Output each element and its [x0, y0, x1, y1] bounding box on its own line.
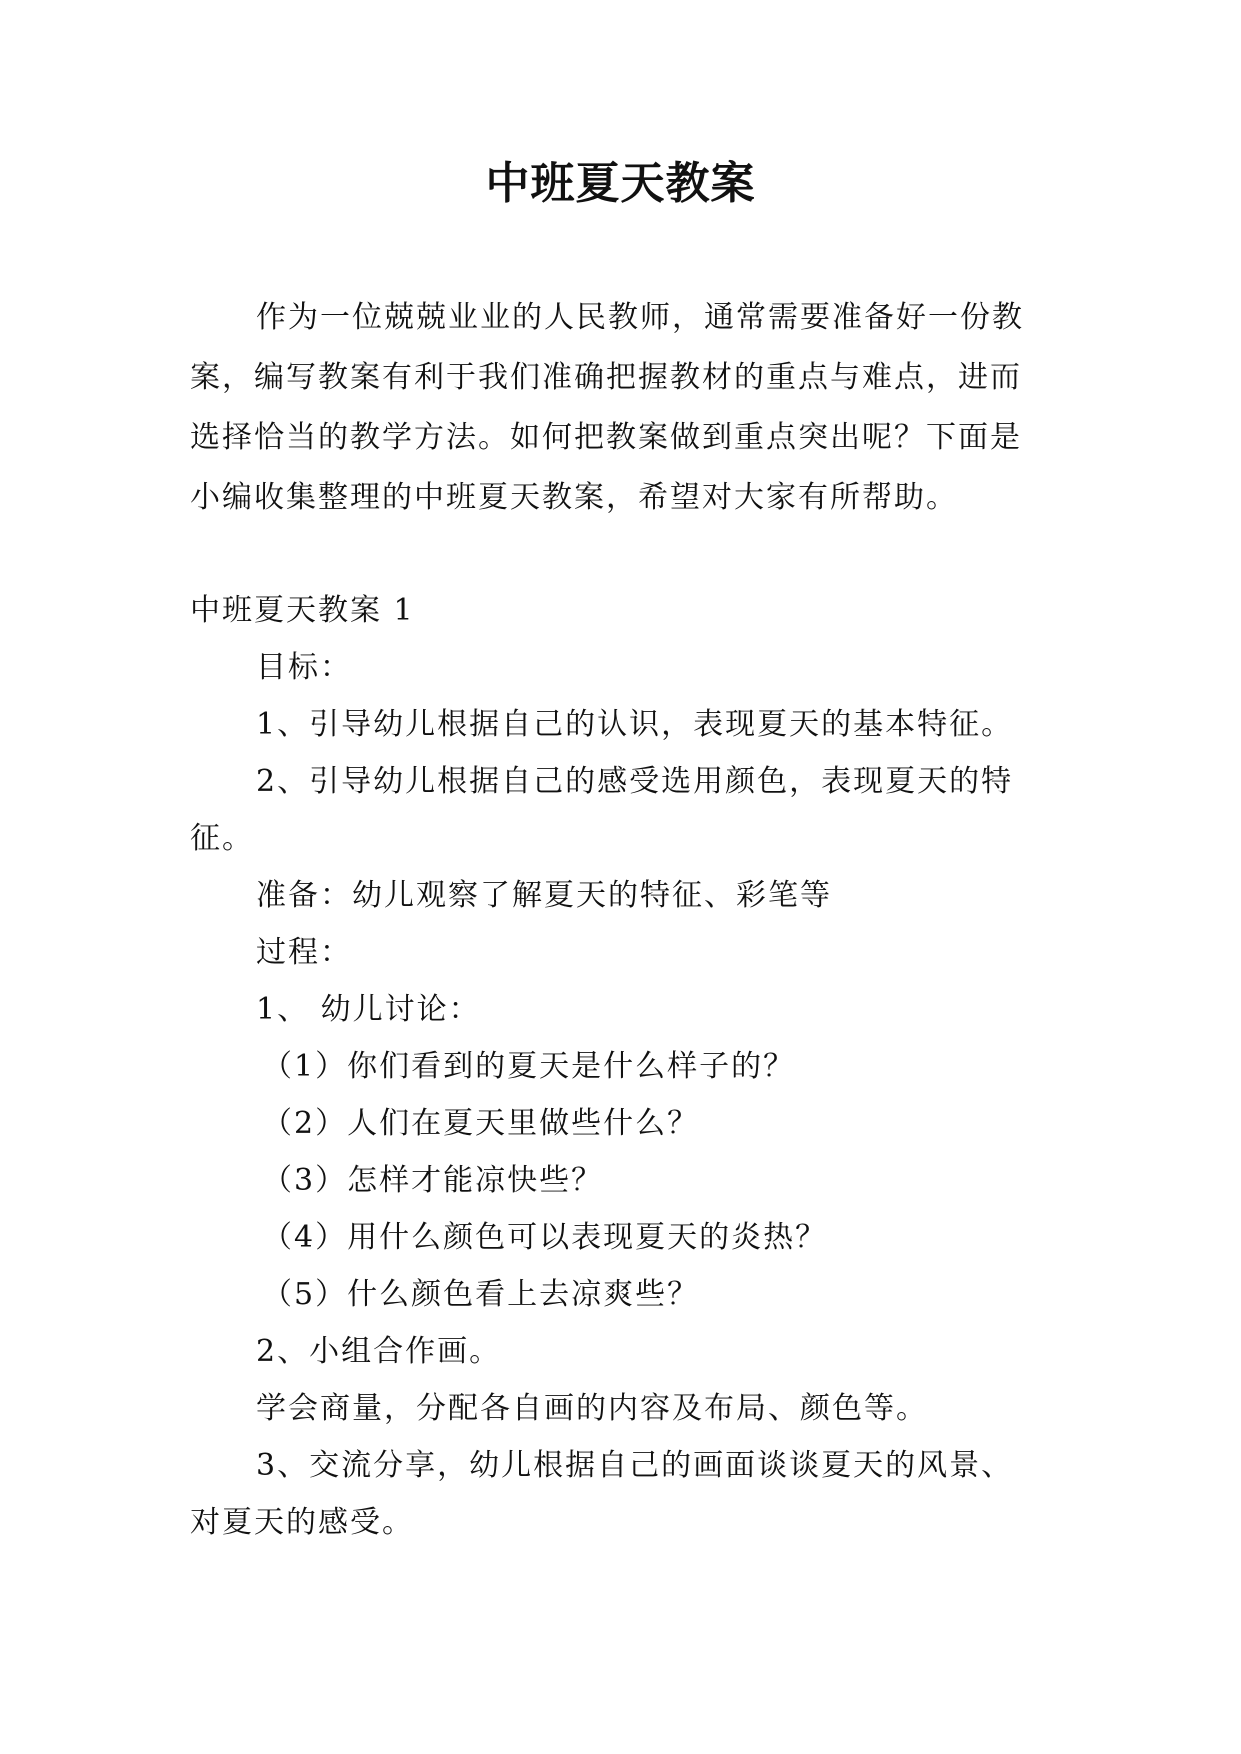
discussion-question: （4）用什么颜色可以表现夏天的炎热？ — [262, 1220, 828, 1255]
goal-item-continued: 征。 — [190, 821, 254, 856]
goal-item: 1、引导幼儿根据自己的认识，表现夏天的基本特征。 — [256, 707, 1014, 742]
intro-paragraph — [190, 288, 1056, 528]
intro-line: 案，编写教案有利于我们准确把握教材的重点与难点，进而 — [190, 360, 1022, 395]
preparation-text: 准备：幼儿观察了解夏天的特征、彩笔等 — [256, 878, 832, 913]
discussion-question: （2）人们在夏天里做些什么？ — [262, 1106, 700, 1141]
intro-line: 小编收集整理的中班夏天教案，希望对大家有所帮助。 — [190, 480, 958, 515]
discussion-question: （1）你们看到的夏天是什么样子的？ — [262, 1049, 796, 1084]
process-step: 3、交流分享，幼儿根据自己的画面谈谈夏天的风景、 — [256, 1448, 1014, 1483]
process-step-detail: 学会商量，分配各自画的内容及布局、颜色等。 — [256, 1391, 928, 1426]
process-step-continued: 对夏天的感受。 — [190, 1505, 414, 1540]
goal-item: 2、引导幼儿根据自己的感受选用颜色，表现夏天的特 — [256, 764, 1014, 799]
process-step: 2、小组合作画。 — [256, 1334, 502, 1369]
lesson-plan-section — [190, 582, 1070, 1551]
discussion-question: （3）怎样才能凉快些？ — [262, 1163, 604, 1198]
intro-line: 选择恰当的教学方法。如何把教案做到重点突出呢？下面是 — [190, 420, 1022, 455]
section-heading: 中班夏天教案 1 — [190, 593, 415, 628]
document-title: 中班夏天教案 — [485, 158, 756, 209]
process-label: 过程： — [256, 935, 352, 970]
goal-label: 目标： — [256, 650, 352, 685]
intro-line: 作为一位兢兢业业的人民教师，通常需要准备好一份教 — [256, 300, 1024, 335]
process-step: 1、 幼儿讨论： — [256, 992, 481, 1027]
discussion-question: （5）什么颜色看上去凉爽些？ — [262, 1277, 700, 1312]
